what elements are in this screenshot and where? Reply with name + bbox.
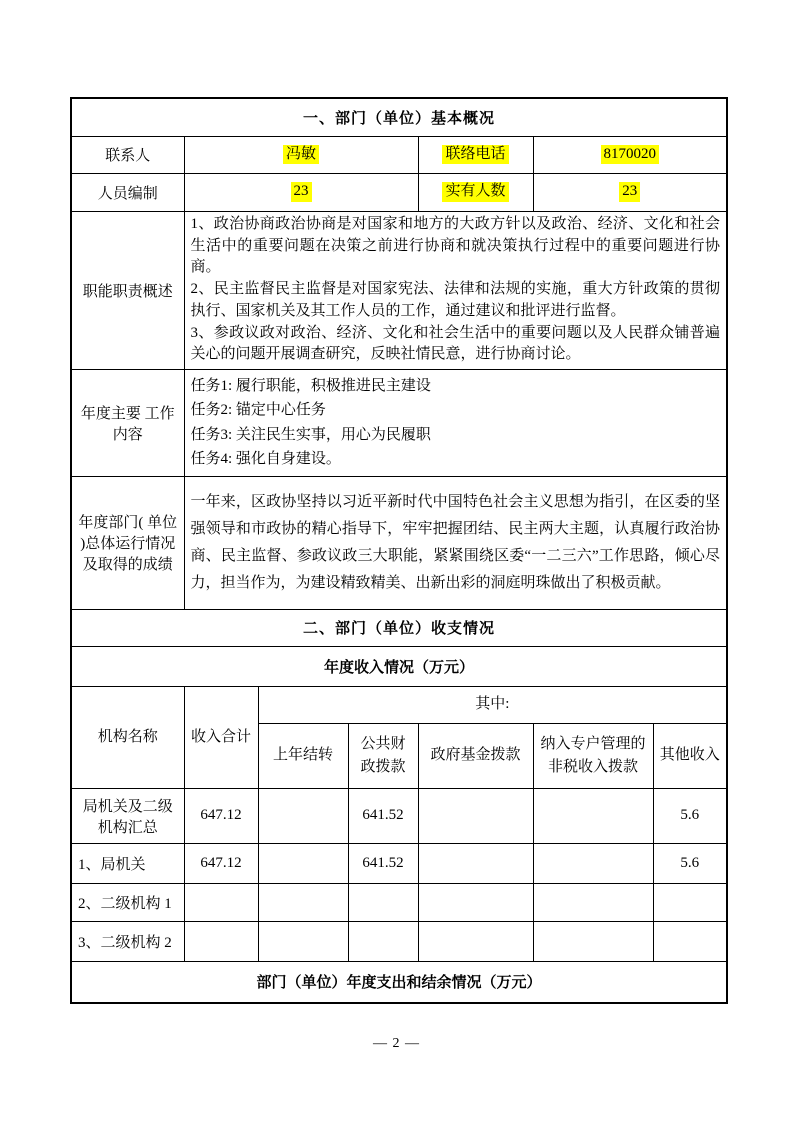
income-header-row-1 (71, 686, 727, 723)
task-line-3: 任务3: 关注民生实事，用心为民履职 (190, 426, 431, 443)
task-line-1: 任务1: 履行职能，积极推进民主建设 (190, 377, 431, 394)
performance-row (71, 476, 727, 609)
section1-title-row (71, 98, 727, 136)
task-line-2: 任务2: 锚定中心任务 (190, 402, 326, 419)
section2-title-row (71, 609, 727, 646)
public-finance-cell: 641.52 (348, 788, 418, 843)
col-header-total: 收入合计 (184, 686, 258, 788)
expenditure-title: 部门（单位）年度支出和结余情况（万元） (71, 961, 727, 1003)
carryover-cell (258, 883, 348, 921)
actual-count-value: 23 (619, 182, 640, 202)
org-name-cell: 1、局机关 (71, 843, 184, 883)
income-row-sub1 (71, 883, 727, 921)
task-line-4: 任务4: 强化自身建设。 (190, 450, 341, 467)
report-table (70, 97, 728, 1004)
gov-fund-cell (418, 788, 533, 843)
expenditure-title-row (71, 961, 727, 1003)
duties-label: 职能职责概述 (71, 211, 184, 369)
org-name-cell: 3、二级机构 2 (71, 921, 184, 961)
income-row-sub2 (71, 921, 727, 961)
public-finance-cell: 641.52 (348, 843, 418, 883)
total-cell (184, 921, 258, 961)
performance-text: 一年来，区政协坚持以习近平新时代中国特色社会主义思想为指引，在区委的坚强领导和市政协的精心指导下，牢牢把握团结、民主两大主题，认真履行政治协商、民主监督、参政议政三大职能，紧紧围绕区委“一二三六”工作思路，倾心尽力，担当作为，为建设精致精美、出新出彩的洞庭明珠做出了积极贡献。 (184, 476, 727, 609)
annual-work-row (71, 369, 727, 476)
duties-paragraph-2: 2、民主监督民主监督是对国家宪法、法律和法规的实施，重大方针政策的贯彻执行、国家机关及其工作人员的工作，通过建议和批评进行监督。 (190, 281, 721, 319)
special-account-cell (533, 921, 653, 961)
phone-value: 8170020 (601, 145, 660, 165)
public-finance-cell (348, 921, 418, 961)
staffing-label: 人员编制 (71, 173, 184, 211)
actual-count-label: 实有人数 (442, 182, 508, 202)
annual-work-label: 年度主要 工作内容 (71, 369, 184, 476)
total-cell: 647.12 (184, 788, 258, 843)
total-cell: 647.12 (184, 843, 258, 883)
col-header-other: 其他收入 (653, 723, 727, 788)
carryover-cell (258, 843, 348, 883)
staffing-value: 23 (291, 182, 312, 202)
duties-paragraph-1: 1、政治协商政治协商是对国家和地方的大政方针以及政治、经济、文化和社会生活中的重要问题在决策之前进行协商和就决策执行过程中的重要问题进行协商。 (190, 215, 721, 276)
page-number: — 2 — (373, 1036, 420, 1051)
section1-title: 一、部门（单位）基本概况 (71, 98, 727, 136)
income-title-row (71, 646, 727, 686)
total-cell (184, 883, 258, 921)
col-header-gov-fund: 政府基金拨款 (418, 723, 533, 788)
income-title: 年度收入情况（万元） (71, 646, 727, 686)
contact-label: 联系人 (71, 136, 184, 173)
income-row-bureau (71, 843, 727, 883)
contact-row (71, 136, 727, 173)
contact-value-cell (184, 136, 418, 173)
other-income-cell (653, 883, 727, 921)
col-header-public-finance: 公共财政拨款 (348, 723, 418, 788)
section2-title: 二、部门（单位）收支情况 (71, 609, 727, 646)
duties-paragraph-3: 3、参政议政对政治、经济、文化和社会生活中的重要问题以及人民群众铺普遍关心的问题开展调查研究，反映社情民意，进行协商讨论。 (190, 324, 721, 363)
annual-work-text (184, 369, 727, 476)
phone-label: 联络电话 (442, 145, 508, 165)
contact-value: 冯敏 (283, 145, 319, 165)
special-account-cell (533, 843, 653, 883)
special-account-cell (533, 883, 653, 921)
gov-fund-cell (418, 843, 533, 883)
other-income-cell (653, 921, 727, 961)
special-account-cell (533, 788, 653, 843)
org-name-cell: 局机关及二级机构汇总 (71, 788, 184, 843)
staffing-value-cell (184, 173, 418, 211)
phone-label-cell (418, 136, 533, 173)
col-header-carryover: 上年结转 (258, 723, 348, 788)
public-finance-cell (348, 883, 418, 921)
duties-row (71, 211, 727, 369)
actual-count-label-cell (418, 173, 533, 211)
col-header-org: 机构名称 (71, 686, 184, 788)
actual-count-value-cell (533, 173, 727, 211)
gov-fund-cell (418, 883, 533, 921)
other-income-cell: 5.6 (653, 788, 727, 843)
org-name-cell: 2、二级机构 1 (71, 883, 184, 921)
other-income-cell: 5.6 (653, 843, 727, 883)
duties-text (184, 211, 727, 369)
income-row-summary (71, 788, 727, 843)
carryover-cell (258, 921, 348, 961)
performance-label: 年度部门( 单位 )总体运行情况及取得的成绩 (71, 476, 184, 609)
gov-fund-cell (418, 921, 533, 961)
carryover-cell (258, 788, 348, 843)
staffing-row (71, 173, 727, 211)
col-header-among: 其中: (258, 686, 727, 723)
phone-value-cell (533, 136, 727, 173)
col-header-special-account: 纳入专户管理的非税收入拨款 (533, 723, 653, 788)
